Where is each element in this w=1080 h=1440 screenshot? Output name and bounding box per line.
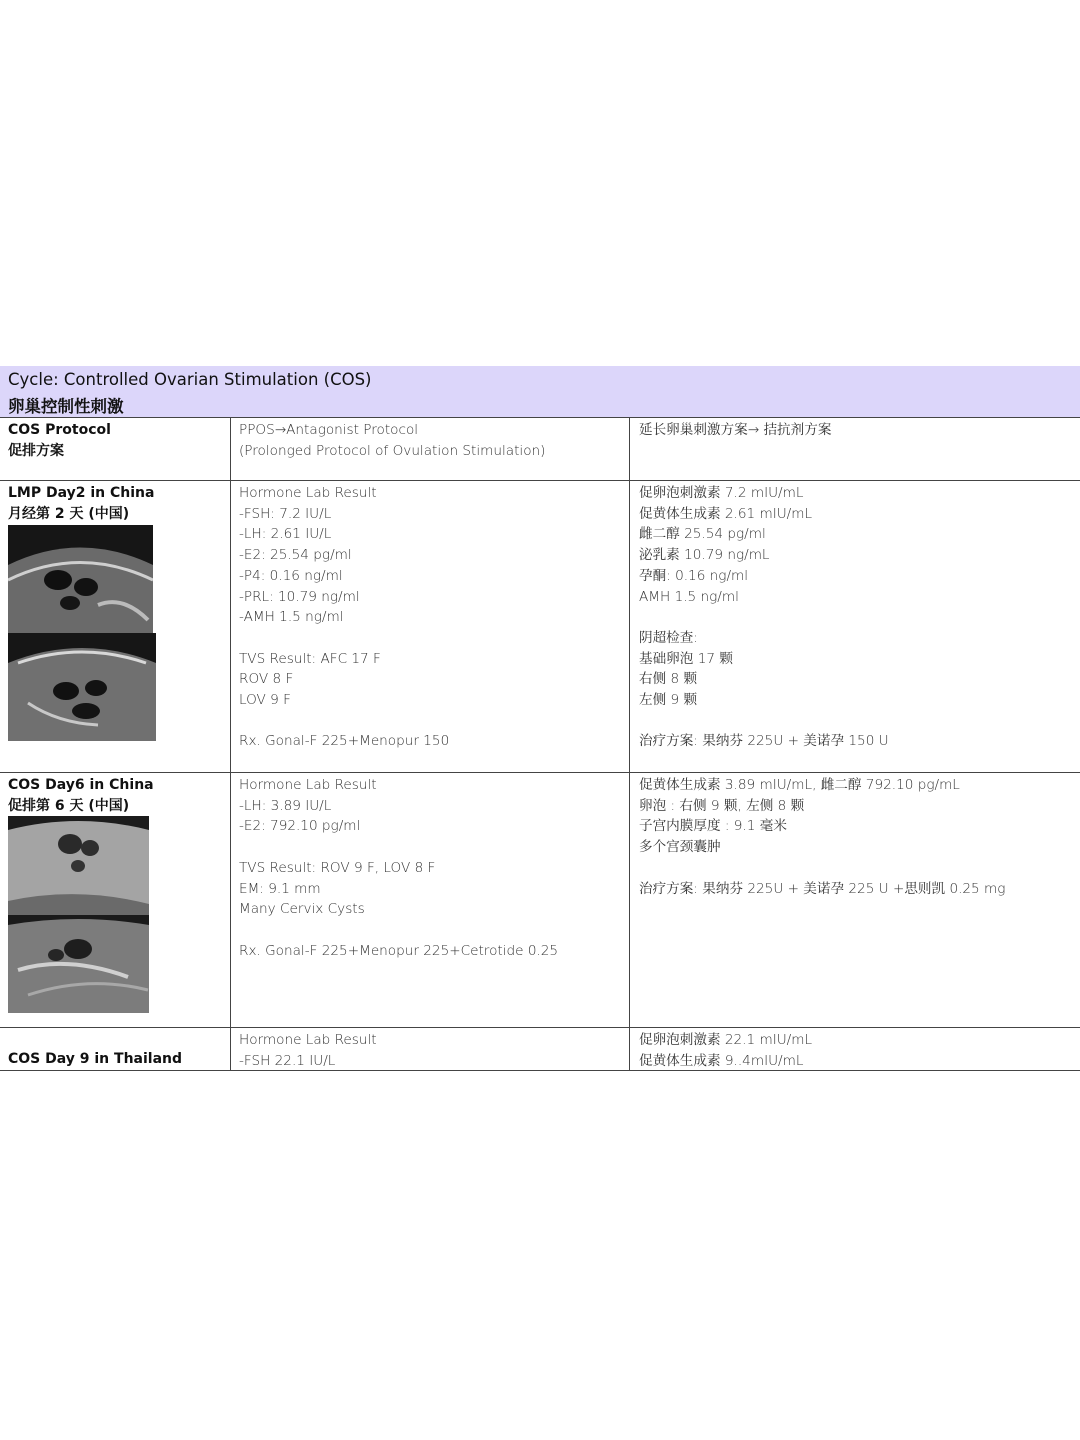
ultrasound-image	[8, 633, 156, 741]
ultrasound-image	[8, 816, 149, 915]
row-lmp-day2	[0, 481, 1080, 773]
ultrasound-image	[8, 915, 149, 1013]
row-cos-day6	[0, 773, 1080, 1028]
row-label: COS Day 9 in Thailand	[8, 1051, 183, 1067]
row-chinese-details: 促卵泡刺激素 22.1 mIU/mL 促黄体生成素 9..4mIU/mL	[639, 1032, 813, 1069]
header-title-en: Cycle: Controlled Ovarian Stimulation (COS)	[8, 370, 372, 389]
row-chinese-details: 延长卵巢刺激方案→ 拮抗剂方案	[639, 422, 832, 438]
ultrasound-image	[8, 525, 153, 633]
row-english-details: Hormone Lab Result -FSH: 7.2 IU/L -LH: 2.61 IU/L -E2: 25.54 pg/ml -P4: 0.16 ng/ml -PRL: 10.79 ng/ml -AMH 1.5 ng/ml TVS Result: AFC 17 F ROV 8 F LOV 9 F Rx. Gonal-F 225+Menopur 150	[239, 485, 450, 750]
row-chinese-details: 促黄体生成素 3.89 mIU/mL, 雌二醇 792.10 pg/mL 卵泡 : 右侧 9 颗, 左侧 8 颗 子宫内膜厚度 : 9.1 毫米 多个宫颈囊肿 治疗方案: 果纳芬 225U + 美诺孕 225 U +思则凯 0.25 mg	[639, 777, 1006, 897]
row-english-details: Hormone Lab Result -FSH 22.1 IU/L	[239, 1032, 377, 1069]
row-english-details: Hormone Lab Result -LH: 3.89 IU/L -E2: 792.10 pg/ml TVS Result: ROV 9 F, LOV 8 F EM: 9.1 mm Many Cervix Cysts Rx. Gonal-F 225+Menopur 225+Cetrotide 0.25	[239, 777, 559, 959]
row-chinese-details: 促卵泡刺激素 7.2 mIU/mL 促黄体生成素 2.61 mIU/mL 雌二醇 25.54 pg/ml 泌乳素 10.79 ng/mL 孕酮: 0.16 ng/ml AMH 1.5 ng/ml 阴超检查: 基础卵泡 17 颗 右侧 8 颗 左侧 9 颗 治疗方案: 果纳芬 225U + 美诺孕 150 U	[639, 485, 889, 750]
header-title-cn: 卵巢控制性刺激	[8, 397, 124, 416]
cycle-header	[0, 366, 1080, 418]
row-cos-day9	[0, 1028, 1080, 1071]
row-label: LMP Day2 in China 月经第 2 天 (中国)	[8, 485, 155, 522]
row-english-details: PPOS→Antagonist Protocol (Prolonged Protocol of Ovulation Stimulation)	[239, 422, 546, 459]
row-cos-protocol	[0, 418, 1080, 481]
row-label: COS Protocol 促排方案	[8, 422, 111, 459]
row-label: COS Day6 in China 促排第 6 天 (中国)	[8, 777, 154, 814]
